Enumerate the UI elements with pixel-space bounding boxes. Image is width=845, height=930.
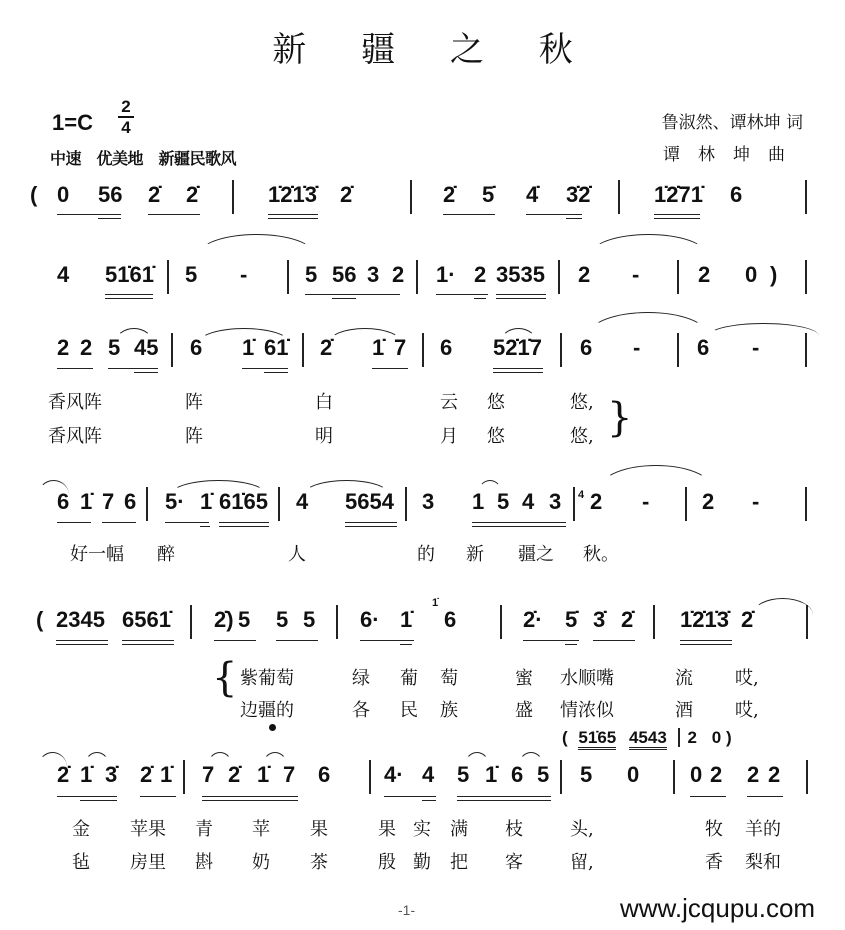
interlude-close: ) — [725, 728, 732, 747]
time-sig-top: 2 — [121, 97, 131, 116]
note: 3̇ — [105, 762, 118, 787]
note: 6 — [190, 335, 203, 360]
note: 1 — [472, 489, 485, 514]
note: - — [240, 262, 248, 287]
interlude-notes-a: 51̇65 — [578, 728, 616, 750]
note: 2̇ — [340, 182, 353, 207]
lyric-verse3_a: 实 — [413, 819, 431, 840]
lyric-verse3_b: 斟 — [195, 852, 213, 873]
note: ( — [30, 182, 38, 207]
note: 5 — [537, 762, 550, 787]
note: 6 — [444, 607, 457, 632]
note: 3 — [549, 489, 562, 514]
note: 6 — [580, 335, 593, 360]
lyric-verse3_b: 勤 — [413, 852, 431, 873]
note: 2̇ — [228, 762, 241, 787]
note: 2̇· — [523, 607, 543, 632]
lyric-verse2_b: 各 — [352, 700, 370, 721]
interlude-note-d: 0 — [711, 728, 722, 747]
lyric-verse3_a: 头, — [570, 819, 594, 840]
note: 5 — [185, 262, 198, 287]
note: 52̇1̇7 — [493, 335, 542, 360]
note: 4· — [384, 762, 404, 787]
barline — [416, 260, 418, 294]
barline — [677, 333, 679, 367]
note: 2 — [702, 489, 715, 514]
lyric-refrain: 人 — [288, 544, 306, 565]
note: 2̇ — [186, 182, 199, 207]
note: 5 — [238, 607, 251, 632]
note: 2̇) — [214, 607, 234, 632]
lyric-verse1_a: 香风阵 — [48, 392, 102, 413]
lyric-verse2_b: 民 — [400, 700, 418, 721]
lyric-verse1_b: 明 — [315, 426, 333, 447]
note: 5654 — [345, 489, 394, 514]
lyric-verse2_b: 情浓似 — [560, 700, 614, 721]
barline — [500, 605, 502, 639]
lyric-verse3_b: 毡 — [72, 852, 90, 873]
note: 3̇2̇ — [566, 182, 591, 207]
note: 2̇ — [621, 607, 634, 632]
barline — [805, 180, 807, 214]
note: 6 — [318, 762, 331, 787]
barline — [685, 487, 687, 521]
lyric-verse3_b: 留, — [570, 852, 594, 873]
note: 0 — [627, 762, 640, 787]
note: 2̇ — [57, 762, 70, 787]
note: 4 — [522, 489, 535, 514]
lyric-verse1_a: 白 — [315, 392, 333, 413]
note: 1̇2̇1̇3̇ — [268, 182, 317, 207]
barline — [673, 760, 675, 794]
lyric-brace-right: } — [607, 395, 633, 441]
lyric-refrain: 疆之 — [518, 544, 554, 565]
time-signature — [118, 98, 134, 136]
lyric-verse3_b: 房里 — [130, 852, 166, 873]
barline — [677, 260, 679, 294]
barline — [287, 260, 289, 294]
lyric-verse2_a: 绿 — [352, 668, 370, 689]
lyric-verse1_b: 阵 — [185, 426, 203, 447]
note: ) — [770, 262, 778, 287]
barline — [336, 605, 338, 639]
barline — [405, 487, 407, 521]
note: 2 — [710, 762, 723, 787]
note: 2̇ — [320, 335, 333, 360]
note: 1̇ — [80, 489, 93, 514]
note: 5̇ — [565, 607, 578, 632]
note: 1̇ — [160, 762, 173, 787]
barline — [146, 487, 148, 521]
barline — [278, 487, 280, 521]
lyric-verse3_a: 金 — [72, 819, 90, 840]
barline — [560, 333, 562, 367]
note: 5· — [165, 489, 185, 514]
lyric-verse2_b: 酒 — [675, 700, 693, 721]
note: 5 — [580, 762, 593, 787]
note: 2 — [698, 262, 711, 287]
note: 2 — [474, 262, 487, 287]
note: - — [633, 335, 641, 360]
grace-note: 1̇ — [432, 597, 439, 609]
note: 0 — [57, 182, 70, 207]
note: 5 — [305, 262, 318, 287]
lyric-refrain: 醉 — [157, 544, 175, 565]
note: 1̇ — [372, 335, 385, 360]
lyric-verse2_a: 水顺嘴 — [560, 668, 614, 689]
barline — [302, 333, 304, 367]
note: 2 — [747, 762, 760, 787]
lyric-verse3_b: 把 — [450, 852, 468, 873]
lyric-verse3_b: 殷 — [378, 852, 396, 873]
barline — [560, 760, 562, 794]
barline — [573, 487, 575, 521]
barline — [190, 605, 192, 639]
lyric-verse3_a: 牧 — [705, 819, 723, 840]
note: 5 — [108, 335, 121, 360]
lyric-verse2_b: 哎, — [735, 700, 759, 721]
barline — [806, 760, 808, 794]
score-title: 新 疆 之 秋 — [272, 30, 595, 70]
lyric-verse3_b: 客 — [505, 852, 523, 873]
site-watermark: www.jcqupu.com — [620, 893, 816, 923]
lyric-verse3_a: 满 — [450, 819, 468, 840]
note: 5 — [276, 607, 289, 632]
note: 6 — [440, 335, 453, 360]
note: 2 — [578, 262, 591, 287]
lyricist-credit: 鲁淑然、谭林坤 词 — [661, 113, 803, 133]
lyric-verse3_a: 羊的 — [745, 819, 781, 840]
lyric-verse2_a: 哎, — [735, 668, 759, 689]
note: 6· — [360, 607, 380, 632]
note: 61̇65 — [219, 489, 268, 514]
barline — [183, 760, 185, 794]
grace-note: 4 — [578, 489, 585, 501]
lyric-verse3_b: 奶 — [252, 852, 270, 873]
lyric-verse3_b: 香 — [705, 852, 723, 873]
lyric-verse3_a: 果 — [378, 819, 396, 840]
lyric-verse2_b: 族 — [440, 700, 458, 721]
note: 56 — [332, 262, 357, 287]
lyric-verse1_a: 阵 — [185, 392, 203, 413]
note: 3 — [367, 262, 380, 287]
dot-mark — [269, 724, 276, 731]
note: 7 — [102, 489, 115, 514]
note: 5̇ — [482, 182, 495, 207]
note: 6561̇ — [122, 607, 171, 632]
barline — [618, 180, 620, 214]
note: 1̇ — [257, 762, 270, 787]
note: 2̇ — [140, 762, 153, 787]
note: 2̇ — [148, 182, 161, 207]
note: - — [752, 489, 760, 514]
note: 6 — [511, 762, 524, 787]
barline — [369, 760, 371, 794]
lyric-verse1_b: 月 — [440, 426, 458, 447]
interlude — [562, 728, 732, 748]
note: 7 — [394, 335, 407, 360]
lyric-verse2_a: 葡 — [400, 668, 418, 689]
lyric-verse3_b: 梨和 — [745, 852, 781, 873]
note: 2345 — [56, 607, 105, 632]
barline — [232, 180, 234, 214]
note: 4 — [57, 262, 70, 287]
composer-credit: 谭林坤曲 — [663, 145, 803, 165]
lyric-verse1_a: 云 — [440, 392, 458, 413]
lyric-refrain: 新 — [466, 544, 484, 565]
note: 1̇ — [485, 762, 498, 787]
lyric-verse2_b: 边疆的 — [240, 700, 294, 721]
tempo-marking: 中速 优美地 新疆民歌风 — [50, 151, 237, 168]
interlude-note-c: 2 — [678, 728, 697, 747]
note: 3 — [422, 489, 435, 514]
note: 7 — [202, 762, 215, 787]
lyric-refrain: 的 — [417, 544, 435, 565]
note: 6 — [697, 335, 710, 360]
note: 6 — [124, 489, 137, 514]
lyric-verse3_b: 茶 — [310, 852, 328, 873]
barline — [171, 333, 173, 367]
note: 1̇ — [400, 607, 413, 632]
page-number: -1- — [398, 902, 416, 918]
note: 3535 — [496, 262, 545, 287]
note: 0 — [690, 762, 703, 787]
lyric-verse3_a: 青 — [195, 819, 213, 840]
note: 4 — [422, 762, 435, 787]
note: 4̇ — [526, 182, 539, 207]
note: 2 — [590, 489, 603, 514]
lyric-verse2_a: 萄 — [440, 668, 458, 689]
lyric-verse3_a: 苹果 — [130, 819, 166, 840]
note: 2̇ — [741, 607, 754, 632]
lyric-verse2_a: 蜜 — [515, 668, 533, 689]
note: 2 — [57, 335, 70, 360]
barline — [805, 333, 807, 367]
note: 56 — [98, 182, 123, 207]
barline — [422, 333, 424, 367]
note: 1· — [436, 262, 456, 287]
note: 2 — [768, 762, 781, 787]
lyric-verse2_b: 盛 — [515, 700, 533, 721]
barline — [167, 260, 169, 294]
barline — [410, 180, 412, 214]
interlude-notes-b: 4543 — [629, 728, 667, 750]
note: 6 — [730, 182, 743, 207]
note: 1̇2̇1̇3̇ — [680, 607, 729, 632]
note: 5 — [457, 762, 470, 787]
lyric-verse1_a: 悠 — [487, 392, 505, 413]
note: 2 — [392, 262, 405, 287]
lyric-verse2_a: 流 — [675, 668, 693, 689]
note: 3̇ — [593, 607, 606, 632]
note: 5 — [497, 489, 510, 514]
note: 0 — [745, 262, 758, 287]
note: 6 — [57, 489, 70, 514]
lyric-verse1_a: 悠, — [570, 392, 594, 413]
lyric-verse3_a: 果 — [310, 819, 328, 840]
interlude-open: ( — [562, 728, 568, 747]
note: 4 — [296, 489, 309, 514]
barline — [558, 260, 560, 294]
note: - — [632, 262, 640, 287]
note: 2 — [80, 335, 93, 360]
barline — [805, 260, 807, 294]
lyric-verse2_a: 紫葡萄 — [240, 668, 294, 689]
note: 1̇ — [242, 335, 255, 360]
note: 1̇ — [200, 489, 213, 514]
note: - — [642, 489, 650, 514]
note: 2̇ — [443, 182, 456, 207]
lyric-verse3_a: 枝 — [505, 819, 523, 840]
note: ( — [36, 607, 44, 632]
note: 51̇61̇ — [105, 262, 154, 287]
lyric-brace-left: { — [212, 655, 238, 701]
lyric-refrain: 秋。 — [583, 544, 619, 565]
time-sig-bottom: 4 — [121, 118, 131, 137]
lyric-verse1_b: 悠 — [487, 426, 505, 447]
key-signature: 1=C — [52, 110, 93, 135]
note: 61̇ — [264, 335, 289, 360]
barline — [653, 605, 655, 639]
lyric-refrain: 好一幅 — [70, 544, 124, 565]
lyric-verse3_a: 苹 — [252, 819, 270, 840]
note: 1̇ — [80, 762, 93, 787]
lyric-verse1_b: 悠, — [570, 426, 594, 447]
note: 7 — [283, 762, 296, 787]
barline — [805, 487, 807, 521]
note: 5 — [303, 607, 316, 632]
lyric-verse1_b: 香风阵 — [48, 426, 102, 447]
note: 45 — [134, 335, 159, 360]
note: - — [752, 335, 760, 360]
note: 1̇2̇71̇ — [654, 182, 703, 207]
